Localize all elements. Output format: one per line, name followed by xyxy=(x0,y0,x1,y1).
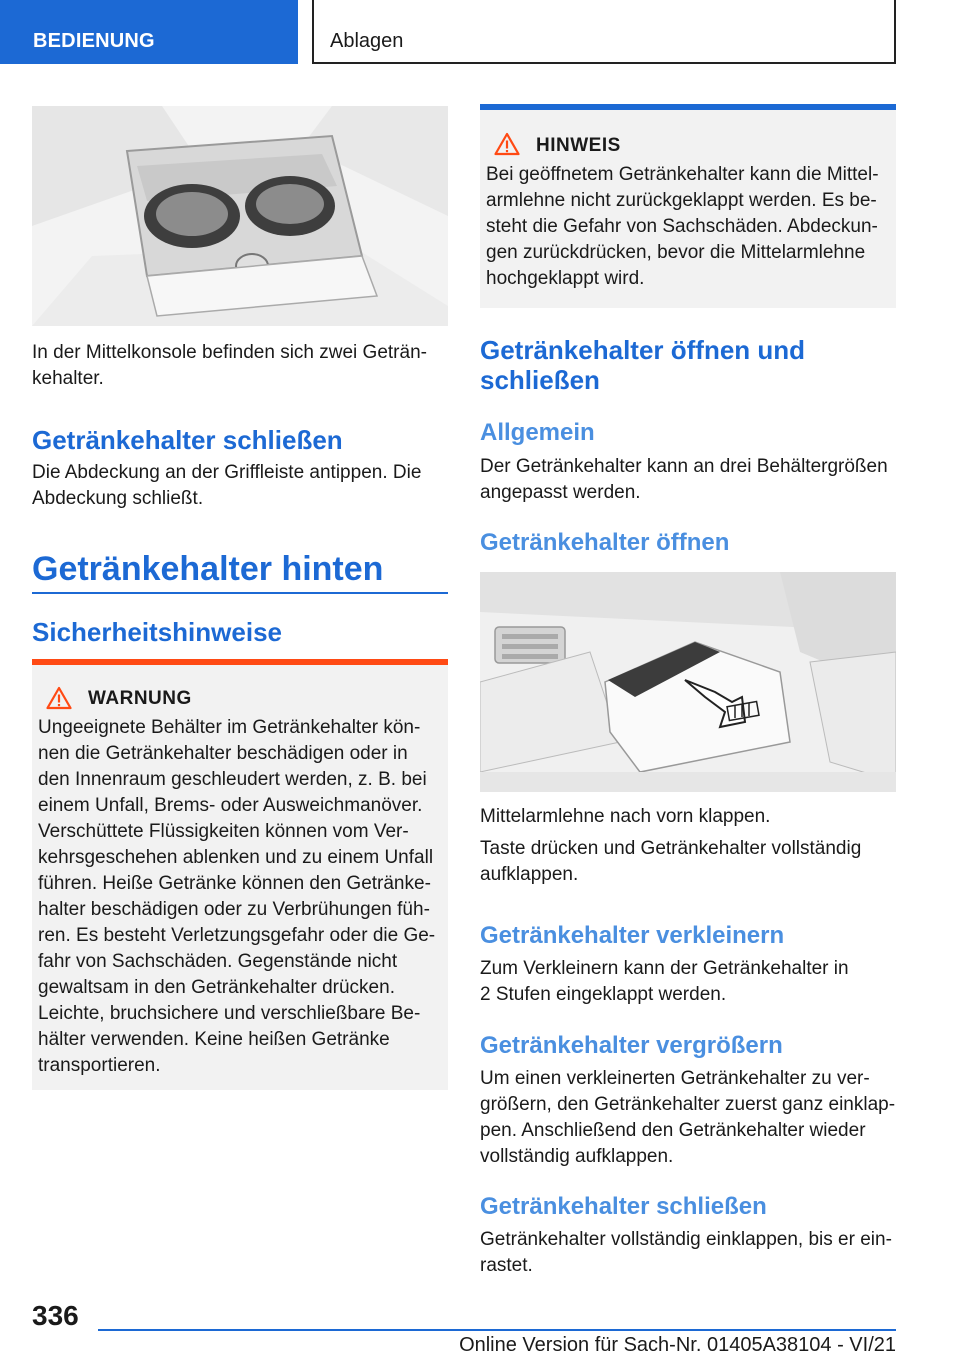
general-text: Der Getränkehalter kann an drei Behältergrößen angepasst werden. xyxy=(480,456,888,503)
warning-bar xyxy=(32,659,448,665)
heading-shrink: Getränkehalter verkleinern xyxy=(480,922,785,949)
heading-open-close: Getränkehalter öffnen und schließen xyxy=(480,335,806,395)
warning-label: WARNUNG xyxy=(88,688,192,709)
notice-bar xyxy=(480,104,896,110)
enlarge-text: Um einen verkleinerten Getränkehalter zu ver- größern, den Getränkehalter zuerst ganz einklap- pen. Anschließend den Getränkehalter wieder vollständig aufklappen. xyxy=(480,1068,896,1167)
online-version-text: Online Version für Sach-Nr. 01405A38104 - VI/21 xyxy=(459,1334,896,1356)
close-rear-text: Getränkehalter vollständig einklappen, bis er ein- rastet. xyxy=(480,1229,892,1276)
rear-armrest-image xyxy=(480,572,896,792)
heading-general: Allgemein xyxy=(480,419,595,446)
page-number: 336 xyxy=(32,1300,79,1331)
heading-rule xyxy=(32,592,448,594)
section-tab: BEDIENUNG xyxy=(0,0,298,64)
warning-triangle-icon xyxy=(494,132,520,156)
step-fold-armrest: Mittelarmlehne nach vorn klappen. xyxy=(480,806,771,827)
heading-close-rear: Getränkehalter schließen xyxy=(480,1193,767,1220)
close-front-text: Die Abdeckung an der Griffleiste antippen. Die Abdeckung schließt. xyxy=(32,462,422,509)
heading-enlarge: Getränkehalter vergrößern xyxy=(480,1032,783,1059)
chapter-title: Ablagen xyxy=(312,0,896,64)
heading-safety: Sicherheitshinweise xyxy=(32,617,282,647)
notice-text: Bei geöffnetem Getränkehalter kann die Mittel- armlehne nicht zurückgeklappt werden. Es be- steht die Gefahr von Sachschäden. Abdeckun- gen zurückdrücken, bevor die Mittelarmlehne hochgeklappt wird. xyxy=(486,164,879,289)
shrink-text: Zum Verkleinern kann der Getränkehalter in 2 Stufen eingeklappt werden. xyxy=(480,958,849,1005)
intro-text: In der Mittelkonsole befinden sich zwei Geträn- kehalter. xyxy=(32,342,427,389)
notice-label: HINWEIS xyxy=(536,135,621,156)
heading-open: Getränkehalter öffnen xyxy=(480,529,730,556)
heading-rear-cupholder: Getränkehalter hinten xyxy=(32,550,384,588)
footer-rule xyxy=(98,1329,896,1331)
heading-close-front: Getränkehalter schließen xyxy=(32,425,343,455)
step-press-button: Taste drücken und Getränkehalter vollständig aufklappen. xyxy=(480,838,862,885)
warning-text: Ungeeignete Behälter im Getränkehalter kön- nen die Getränkehalter beschädigen oder in den Innenraum geschleudert werden, z. B. bei einem Unfall, Brems- oder Ausweichmanöver. Verschüttete Flüssigkeiten können vom Ver- kehrsgeschehen ablenken und zu einem Unfall führen. Heiße Getränke können den Getränke- halter beschädigen oder zu Verbrühungen füh- ren. Es besteht Verletzungsgefahr oder die Ge- fahr von Sachschäden. Gegenstände nicht gewaltsam in den Getränkehalter drücken. Leichte, bruchsichere und verschließbare Be- hälter verwenden. Keine heißen Getränke transportieren. xyxy=(38,717,436,1076)
warning-box xyxy=(32,659,448,1090)
cupholder-console-image xyxy=(32,106,448,326)
notice-box xyxy=(480,104,896,308)
warning-triangle-icon xyxy=(46,686,72,710)
